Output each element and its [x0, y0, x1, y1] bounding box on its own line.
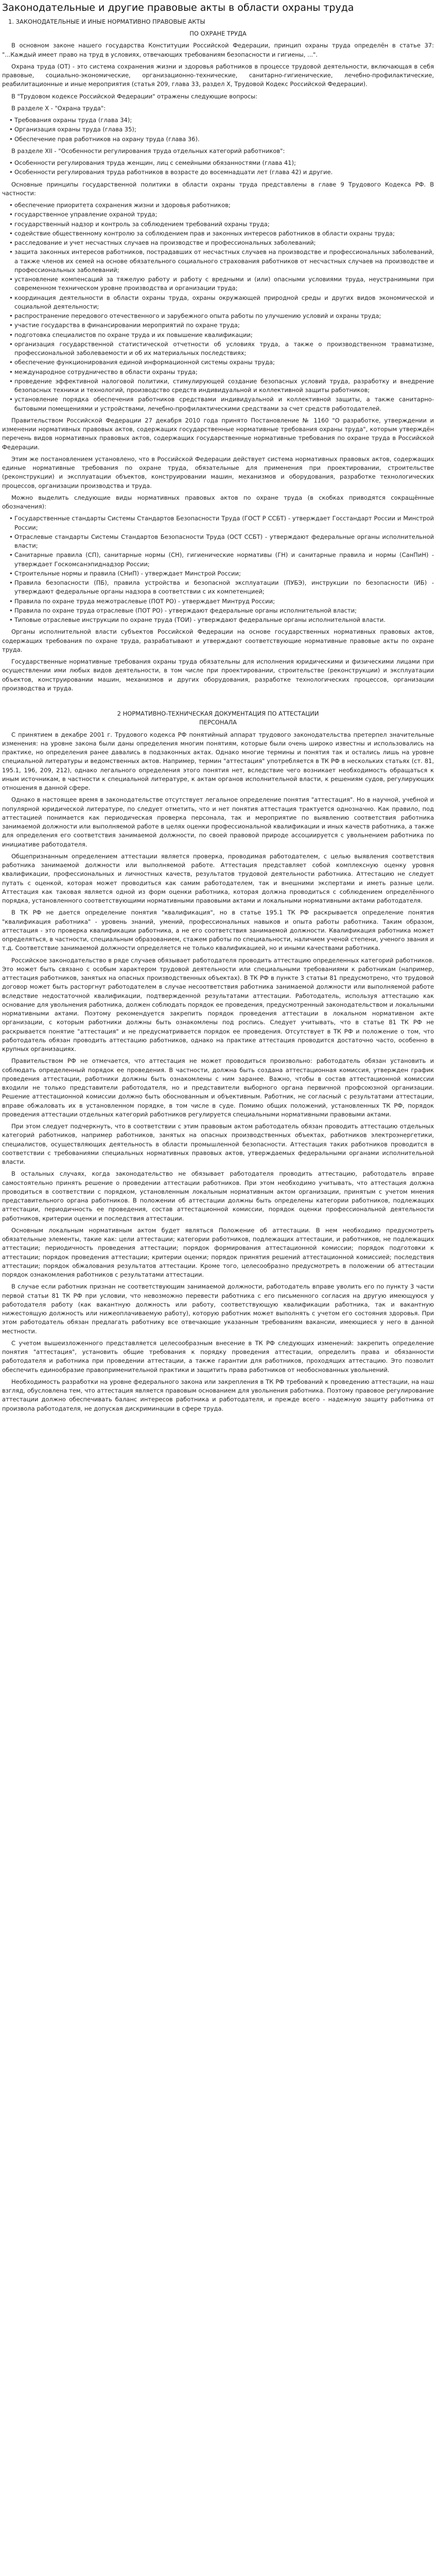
- section-1: [2, 18, 434, 693]
- bullet-list: [2, 159, 434, 177]
- list-item: • защита законных интересов работников, пострадавших от несчастных случаев на производстве и профессиональных заболеваний, а также членов их семей на основе обязательного социального страхования работников от несчастных случаев на производстве и профессиональных заболеваний;: [9, 248, 434, 275]
- list-item: • расследование и учет несчастных случаев на производстве и профессиональных заболеваний;: [9, 239, 434, 247]
- paragraph: Российское законодательство в ряде случаев обязывает работодателя проводить аттестацию определенных категорий работников. Это может быть связано с особым характером трудовой деятельности или специальными требованиями к работникам (например, аттестация работников, занятых на опасных производственных объектах). В ТК РФ в пункте 3 статьи 81 предусмотрено, что трудовой договор может быть расторгнут работодателем в случае несоответствия работника занимаемой должности или выполняемой работе вследствие недостаточной квалификации, подтвержденной результатами аттестации. Работодатель, используя аттестацию как основание для увольнения работника, должен соблюдать порядок ее проведения, предусмотренный законодательством и локальными нормативными актами. Поэтому рекомендуется закрепить порядок проведения аттестации в локальном нормативном акте организации, с которым работники должны быть ознакомлены под роспись. Следует учитывать, что в статье 81 ТК РФ не раскрывается понятие "аттестация" и не предусматривается порядок ее проведения. Отсутствует в ТК РФ и положение о том, что работодатель обязан проводить аттестацию работников, однако на практике аттестация проводится достаточно часто, особенно в крупных организациях.: [2, 956, 434, 1053]
- paragraph: В "Трудовом кодексе Российской Федерации" отражены следующие вопросы:: [11, 92, 258, 100]
- paragraph: Правительством РФ не отмечается, что аттестация не может проводиться произвольно: работодатель обязан установить и соблюдать определенный порядок ее проведения. В частности, должна быть создана аттестационная комиссия, утвержден график проведения аттестации, работники должны быть ознакомлены с ним заранее. Важно, чтобы в состав аттестационной комиссии входили не только представители работодателя, но и представители выборного органа первичной профсоюзной организации. Решение аттестационной комиссии должно быть обоснованным и объективным. Работник, не согласный с результатами аттестации, вправе обжаловать их в установленном порядке, в том числе в суде. Помимо общих положений, установленных ТК РФ, порядок проведения аттестации отдельных категорий работников регулируется специальными нормативными правовыми актами.: [2, 1057, 434, 1118]
- paragraph: В основном законе нашего государства Конституции Российской Федерации, принцип охраны труда определён в статье 37: "...Каждый имеет право на труд в условиях, отвечающих требованиям безопасности и гигиены, ...".: [2, 42, 434, 58]
- list-item: • государственный надзор и контроль за соблюдением требований охраны труда;: [9, 220, 434, 229]
- list-item: • Правила безопасности (ПБ), правила устройства и безопасной эксплуатации (ПУБЭ), инструкции по безопасности (ИБ) - утверждают федеральные органы надзора в соответствии с их компетенцией;: [9, 579, 434, 597]
- paragraph: В разделе XII - "Особенности регулирования труда отдельных категорий работников":: [11, 147, 285, 155]
- paragraph: В ТК РФ не дается определение понятия "квалификация", но в статье 195.1 ТК РФ раскрывается определение понятия "квалификация работника" - уровень знаний, умений, профессиональных навыков и опыта работы работника. Таким образом, аттестация - это проверка квалификации работника, а не его соответствия занимаемой должности. Квалификация работника может определяться, в частности, специальным образованием, стажем работы по специальности, наличием ученой степени, ученого звания и т.д. Соответствие занимаемой должности определяется не только квалификацией, но и иными качествами работника.: [2, 909, 434, 952]
- section-1-subheading: ПО ОХРАНЕ ТРУДА: [189, 30, 247, 37]
- list-item: • установление порядка обеспечения работников средствами индивидуальной и коллективной защиты, а также санитарно-бытовыми помещениями и устройствами, лечебно-профилактическими средствами за счет средств работодателей.: [9, 395, 434, 413]
- paragraph: Общепризнанным определением аттестации является проверка, проводимая работодателем, с целью выявления соответствия работника занимаемой должности или выполняемой работе. Аттестация представляет собой комплексную оценку уровня квалификации, профессиональных и личностных качеств, результатов трудовой деятельности работника. Аттестацию не следует путать с оценкой, которая может проводиться как самим работодателем, так и внешними экспертами и иметь разные цели. Аттестация как таковая является одной из форм оценки работника, которая должна проводиться с соблюдением определённого порядка, установленного соответствующими нормативными правовыми актами и локальными нормативными актами работодателя.: [2, 852, 434, 904]
- paragraph: С учетом вышеизложенного представляется целесообразным внесение в ТК РФ следующих изменений: закрепить определение понятия "аттестация", установить общие требования к порядку проведения аттестации, определить права и обязанности работодателя и работника при проведении аттестации, а также гарантии для работников, проходящих аттестацию. Это позволит обеспечить единообразие правоприменительной практики и защитить права работников от необоснованных увольнений.: [2, 1339, 434, 1374]
- list-item: • Отраслевые стандарты Системы Стандартов Безопасности Труда (ОСТ ССБТ) - утверждают федеральные органы исполнительной власти;: [9, 533, 434, 551]
- paragraph: При этом следует подчеркнуть, что в соответствии с этим правовым актом работодатель обязан проводить аттестацию отдельных категорий работников, например работников, занятых на опасных производственных объектах, работников электроэнергетики, специалистов, осуществляющих деятельность в области промышленной безопасности. Аттестация таких работников проводится в соответствии с требованиями специальных нормативных правовых актов, утверждаемых федеральными органами исполнительной власти.: [2, 1123, 434, 1165]
- list-item: • участие государства в финансировании мероприятий по охране труда;: [9, 321, 434, 330]
- list-item: • Особенности регулирования труда работников в возрасте до восемнадцати лет (глава 42) и другие.: [9, 168, 434, 177]
- list-item: • установление компенсаций за тяжелую работу и работу с вредными и (или) опасными условиями труда, неустранимыми при современном техническом уровне производства и организации труда;: [9, 275, 434, 293]
- paragraph: В разделе X - "Охрана труда":: [11, 104, 106, 112]
- bullet-list: [2, 201, 434, 413]
- page-title: Законодательные и другие правовые акты в области охраны труда: [2, 2, 354, 13]
- section-divider: [2, 696, 434, 705]
- list-item: • Санитарные правила (СП), санитарные нормы (СН), гигиенические нормативы (ГН) и санитарные правила и нормы (СанПиН) - утверждает Госкомсанэпиднадзор России;: [9, 551, 434, 569]
- list-item: • Особенности регулирования труда женщин, лиц с семейными обязанностями (глава 41);: [9, 159, 434, 167]
- list-item: • содействие общественному контролю за соблюдением прав и законных интересов работников в области охраны труда;: [9, 229, 434, 238]
- list-item: • подготовка специалистов по охране труда и их повышение квалификации;: [9, 331, 434, 340]
- section-2: [2, 709, 434, 1413]
- list-item: • Требования охраны труда (глава 34);: [9, 116, 434, 125]
- list-item: • Строительные нормы и правила (СНиП) - утверждает Минстрой России;: [9, 569, 434, 578]
- list-item: • обеспечение приоритета сохранения жизни и здоровья работников;: [9, 201, 434, 210]
- list-item: • Правила по охране труда отраслевые (ПОТ РО) - утверждают федеральные органы исполнительной власти;: [9, 606, 434, 615]
- paragraph: Этим же постановлением установлено, что в Российской Федерации действует система нормативных правовых актов, содержащих единые нормативные требования по охране труда, обязательные для применения при проектировании, строительстве (реконструкции) и эксплуатации объектов, конструировании машин, механизмов и оборудования, разработке технологических процессов, организации производства и труда.: [2, 455, 434, 489]
- paragraph: Государственные нормативные требования охраны труда обязательны для исполнения юридическими и физическими лицами при осуществлении ими любых видов деятельности, в том числе при проектировании, строительстве (реконструкции) и эксплуатации объектов, конструировании машин, механизмов и других оборудования, разработке технологических процессов, организации производства и труда.: [2, 658, 434, 692]
- paragraph: В остальных случаях, когда законодательство не обязывает работодателя проводить аттестацию, работодатель вправе самостоятельно принять решение о проведении аттестации работников. При этом необходимо учитывать, что аттестация должна проводиться в соответствии с порядком, установленным локальным нормативным актом организации, принятым с учетом мнения представительного органа работников. В положении об аттестации должны быть определены категории работников, подлежащих аттестации, периодичность ее проведения, состав аттестационной комиссии, порядок оценки профессиональной деятельности работников, критерии оценки и последствия аттестации.: [2, 1170, 434, 1222]
- section-1-heading: 1. ЗАКОНОДАТЕЛЬНЫЕ И ИНЫЕ НОРМАТИВНО ПРАВОВЫЕ АКТЫ: [8, 18, 205, 25]
- paragraph: Однако в настоящее время в законодательстве отсутствует легальное определение понятия "аттестация". Но в научной, учебной и популярной юридической литературе, по следует отметить, что и нет понятия аттестация трактуется однозначно. Как правило, под аттестацией понимается как периодическая проверка персонала, так и мероприятие по выявлению соответствия работника занимаемой должности или выполняемой работе в целях оценки профессиональной квалификации и иных качеств работника, а также для определения его соответствия занимаемой должности, по своей правовой природе ассоциируется с увольнением работника по инициативе работодателя.: [2, 796, 434, 848]
- list-item: • проведение эффективной налоговой политики, стимулирующей создание безопасных условий труда, разработку и внедрение безопасных техники и технологий, производство средств индивидуальной и коллективной защиты работников;: [9, 377, 434, 395]
- list-item: • государственное управление охраной труда;: [9, 210, 434, 219]
- list-item: • координация деятельности в области охраны труда, охраны окружающей природной среды и других видов экономической и социальной деятельности;: [9, 294, 434, 312]
- list-item: • распространение передового отечественного и зарубежного опыта работы по улучшению условий и охраны труда;: [9, 312, 434, 320]
- paragraph: В случае если работник признан не соответствующим занимаемой должности, работодатель вправе уволить его по пункту 3 части первой статьи 81 ТК РФ при условии, что невозможно перевести работника с его письменного согласия на другую имеющуюся у работодателя работу (как вакантную должность или работу, соответствующую квалификации работника, так и вакантную нижестоящую должность или нижеоплачиваемую работу), которую работник может выполнять с учетом его состояния здоровья. При этом работодатель обязан предлагать работнику все отвечающие указанным требованиям вакансии, имеющиеся у него в данной местности.: [2, 1283, 434, 1335]
- paragraph: Можно выделить следующие виды нормативных правовых актов по охране труда (в скобках приводятся сокращённые обозначения):: [2, 494, 434, 510]
- list-item: • организация государственной статистической отчетности об условиях труда, а также о производственном травматизме, профессиональной заболеваемости и об их материальных последствиях;: [9, 340, 434, 358]
- paragraph: Правительством Российской Федерации 27 декабря 2010 года принято Постановление № 1160 "О разработке, утверждении и изменении нормативных правовых актов, содержащих государственные нормативные требования охраны труда", которым утверждён перечень видов нормативных правовых актов, содержащих государственные нормативные требования по охране труда в Российской Федерации.: [2, 416, 434, 451]
- bullet-list: [2, 514, 434, 624]
- list-item: • Организация охраны труда (глава 35);: [9, 125, 434, 134]
- section-2-subheading: ПЕРСОНАЛА: [199, 719, 237, 726]
- list-item: • Обеспечение прав работников на охрану труда (глава 36).: [9, 135, 434, 144]
- list-item: • международное сотрудничество в области охраны труда;: [9, 368, 434, 377]
- list-item: • Правила по охране труда межотраслевые (ПОТ РО) - утверждает Минтруд России;: [9, 597, 434, 606]
- list-item: • Типовые отраслевые инструкции по охране труда (ТОИ) - утверждают федеральные органы исполнительной власти.: [9, 616, 434, 624]
- paragraph: Необходимость разработки на уровне федерального закона или закрепления в ТК РФ требований к проведению аттестации, на наш взгляд, обусловлена тем, что аттестация является правовым основанием для увольнения работника. Поэтому правовое регулирование аттестации должно обеспечивать баланс интересов работника и работодателя, и прежде всего - надежную защиту работника от произвола работодателя, не допуская дискриминации в сфере труда.: [2, 1378, 434, 1412]
- paragraph: Органы исполнительной власти субъектов Российской Федерации на основе государственных нормативных правовых актов, содержащих требования по охране труда, разрабатывают и утверждают соответствующие нормативные правовые акты по охране труда.: [2, 628, 434, 653]
- paragraph: Охрана труда (ОТ) - это система сохранения жизни и здоровья работников в процессе трудовой деятельности, включающая в себя правовые, социально-экономические, организационно-технические, санитарно-гигиенические, лечебно-профилактические, реабилитационные и иные мероприятия (статья 209, глава 33, раздел X, Трудовой Кодекс Российской Федерации).: [2, 62, 434, 88]
- bullet-list: [2, 116, 434, 144]
- paragraph: Основные принципы государственной политики в области охраны труда представлены в главе 9 Трудового Кодекса РФ. В частности:: [2, 180, 434, 197]
- paragraph: С принятием в декабре 2001 г. Трудового кодекса РФ понятийный аппарат трудового законодательства претерпел значительные изменения: на уровне закона были даны определения многим понятиям, которые были очень широко известны и использовались на практике, но определения ранее давались в подзаконных актах. Однако многие термины и понятия так и остались лишь на уровне специальной литературы и ведомственных актов. Например, термин "аттестация" употребляется в ТК РФ в нескольких статьях (ст. 81, 195.1, 196, 209, 212), однако легального определения этого понятия нет, вследствие чего возникает необходимость обращаться к иным источникам, в частности к специальной литературе, к актам органов исполнительной власти, к решениям судов, регулирующих отношения в данной сфере.: [2, 731, 434, 791]
- list-item: • обеспечение функционирования единой информационной системы охраны труда;: [9, 358, 434, 367]
- section-2-heading: 2 НОРМАТИВНО-ТЕХНИЧЕСКАЯ ДОКУМЕНТАЦИЯ ПО АТТЕСТАЦИИ: [117, 710, 319, 717]
- list-item: • Государственные стандарты Системы Стандартов Безопасности Труда (ГОСТ Р ССБТ) - утверждает Госстандарт России и Минстрой России;: [9, 514, 434, 532]
- paragraph: Основным локальным нормативным актом будет являться Положение об аттестации. В нем необходимо предусмотреть обязательные элементы, такие как: цели аттестации; категории работников, подлежащих аттестации, и работников, не подлежащих аттестации; периодичность проведения аттестации; порядок формирования аттестационной комиссии; порядок подготовки к аттестации; порядок проведения аттестации; критерии оценки; порядок принятия решений аттестационной комиссией; последствия аттестации; порядок обжалования результатов аттестации. Кроме того, целесообразно предусмотреть в положении об аттестации порядок ознакомления работников с результатами аттестации.: [2, 1226, 434, 1278]
